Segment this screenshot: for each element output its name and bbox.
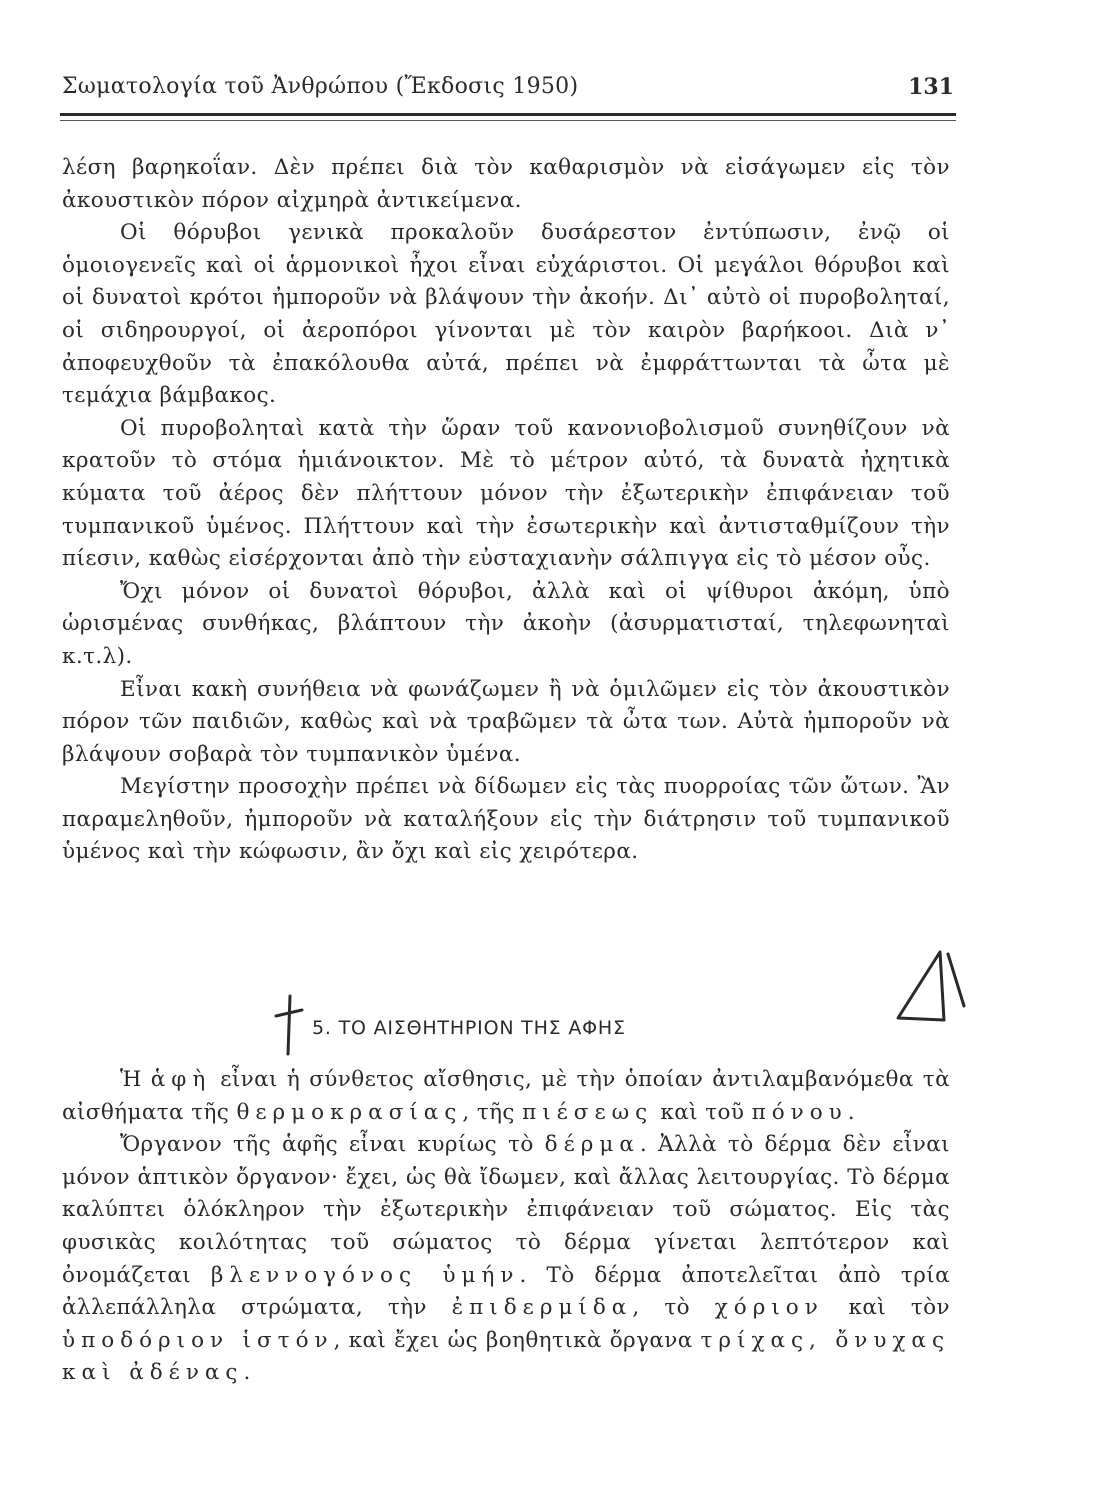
paragraph: Οἱ θόρυβοι γενικὰ προκαλοῦν δυσάρεστον ἐντύπωσιν, ἐνῷ οἱ ὁμοιογενεῖς καὶ οἱ ἁρμονικοὶ ἦχοι εἶναι εὐχάριστοι. Οἱ μεγάλοι θόρυβοι καὶ οἱ δυνατοὶ κρότοι ἠμποροῦν νὰ βλάψουν τὴν ἀκοήν. Δι᾿ αὐτὸ οἱ πυροβοληταί, οἱ σιδηρουργοί, οἱ ἀεροπόροι γίνονται μὲ τὸν καιρὸν βαρήκοοι. Διὰ ν᾿ ἀποφευχθοῦν τὰ ἐπακόλουθα αὐτά, πρέπει νὰ ἐμφράττωνται τὰ ὦτα μὲ τεμάχια βάμβακος. [62,220,950,409]
text-run: . [243,1360,251,1386]
section-body [62,1064,950,1390]
term-vlennogonos: βλεννογόνος ὑμήν [210,1262,520,1288]
term-appendages: τρίχας, ὄνυχας καὶ ἀδένας [62,1327,950,1386]
header-rule [60,113,956,116]
paragraph: Οἱ πυροβοληταὶ κατὰ τὴν ὥραν τοῦ κανονιοβολισμοῦ συνηθίζουν νὰ κρατοῦν τὸ στόμα ἡμιάνοικτον. Μὲ τὸ μέτρον αὐτό, τὰ δυνατὰ ἠχητικὰ κύματα τοῦ ἀέρος δὲν πλήττουν μόνον τὴν ἐξωτερικὴν ἐπιφάνειαν τοῦ τυμπανικοῦ ὑμένος. Πλήττουν καὶ τὴν ἐσωτερικὴν καὶ ἀντισταθμίζουν τὴν πίεσιν, καθὼς εἰσέρχονται ἀπὸ τὴν εὐσταχιανὴν σάλπιγγα εἰς τὸ μέσον οὖς. [62,415,950,572]
term-afi: ἁφὴ [150,1067,212,1092]
text-run: . Ἀλλὰ τὸ δέρμα δὲν εἶναι μόνον ἁπτικὸν ὄργανον· ἔχει, ὡς θὰ ἴδωμεν, καὶ ἄλλας λειτουργίας. Τὸ δέρμα καλύπτει ὁλόκληρον τὴν ἐξωτερικὴν ἐπιφάνειαν τοῦ σώματος. Εἰς τὰς φυσικὰς κοιλότητας τοῦ σώματος τὸ δέρμα γίνεται λεπτότερον καὶ ὀνομάζεται [62,1132,950,1288]
pen-delta-mark [888,946,968,1026]
page-number: 131 [908,74,954,100]
term-epidermis: ἐπιδερμίδα [451,1295,633,1321]
running-header [62,74,954,114]
term-piesis: πιέσεως [522,1099,654,1125]
paragraph: Ὄχι μόνον οἱ δυνατοὶ θόρυβοι, ἀλλὰ καὶ οἱ ψίθυροι ἀκόμη, ὑπὸ ὡρισμένας συνθήκας, βλάπτουν τὴν ἀκοὴν (ἀσυρματισταί, τηλεφωνηταὶ κ.τ.λ). [62,578,950,669]
paragraph: λέση βαρηκοΐαν. Δὲν πρέπει διὰ τὸν καθαρισμὸν νὰ εἰσάγωμεν εἰς τὸν ἀκουστικὸν πόρον αἰχμηρὰ ἀντικείμενα. [62,155,950,213]
text-run: , τῆς [462,1099,523,1125]
text-run: καὶ τὸν [823,1295,950,1321]
header-rule-thin [60,120,956,121]
term-ypodorios: ὑποδόριον ἱστόν [62,1327,334,1353]
paragraph [62,1064,950,1129]
text-run: . [847,1099,855,1125]
term-ponos: πόνου [751,1099,848,1125]
term-chorion: χόριον [714,1295,824,1321]
text-run: , καὶ ἔχει ὡς βοηθητικὰ ὄργανα [333,1327,701,1353]
term-derma: δέρμα [544,1132,640,1158]
text-run: Ἡ [120,1067,151,1092]
text-run: . Τὸ δέρμα ἀποτελεῖται ἀπὸ τρία ἀλλεπάλληλα στρώματα, τὴν [62,1262,950,1321]
term-thermokrasia: θερμοκρασίας [236,1099,463,1125]
paragraph: Εἶναι κακὴ συνήθεια νὰ φωνάζωμεν ἢ νὰ ὁμιλῶμεν εἰς τὸν ἀκουστικὸν πόρον τῶν παιδιῶν, καθὼς καὶ νὰ τραβῶμεν τὰ ὦτα των. Αὐτὰ ἠμποροῦν νὰ βλάψουν σοβαρὰ τὸν τυμπανικὸν ὑμένα. [62,676,950,767]
running-title: Σωματολογία τοῦ Ἀνθρώπου (Ἔκδοσις 1950) [62,74,579,99]
text-run: Ὄργανον τῆς ἁφῆς εἶναι κυρίως τὸ [120,1132,545,1158]
text-run: καὶ τοῦ [653,1099,752,1125]
text-run: εἶναι ἡ σύνθετος αἴσθησις, μὲ τὴν ὁποίαν ἀντιλαμβανόμεθα τὰ αἰσθήματα τῆς [62,1067,951,1125]
body-text [62,152,950,869]
text-run: , τὸ [632,1295,715,1321]
paragraph: Μεγίστην προσοχὴν πρέπει νὰ δίδωμεν εἰς τὰς πυορροίας τῶν ὤτων. Ἂν παραμεληθοῦν, ἠμποροῦν νὰ καταλήξουν εἰς τὴν διάτρησιν τοῦ τυμπανικοῦ ὑμένος καὶ τὴν κώφωσιν, ἂν ὄχι καὶ εἰς χειρότερα. [62,774,950,865]
pen-cross-mark [272,994,306,1056]
section-heading: 5. ΤΟ ΑΙΣΘΗΤΗΡΙΟΝ ΤΗΣ ΑΦΗΣ [312,1017,626,1039]
paragraph [62,1129,950,1390]
